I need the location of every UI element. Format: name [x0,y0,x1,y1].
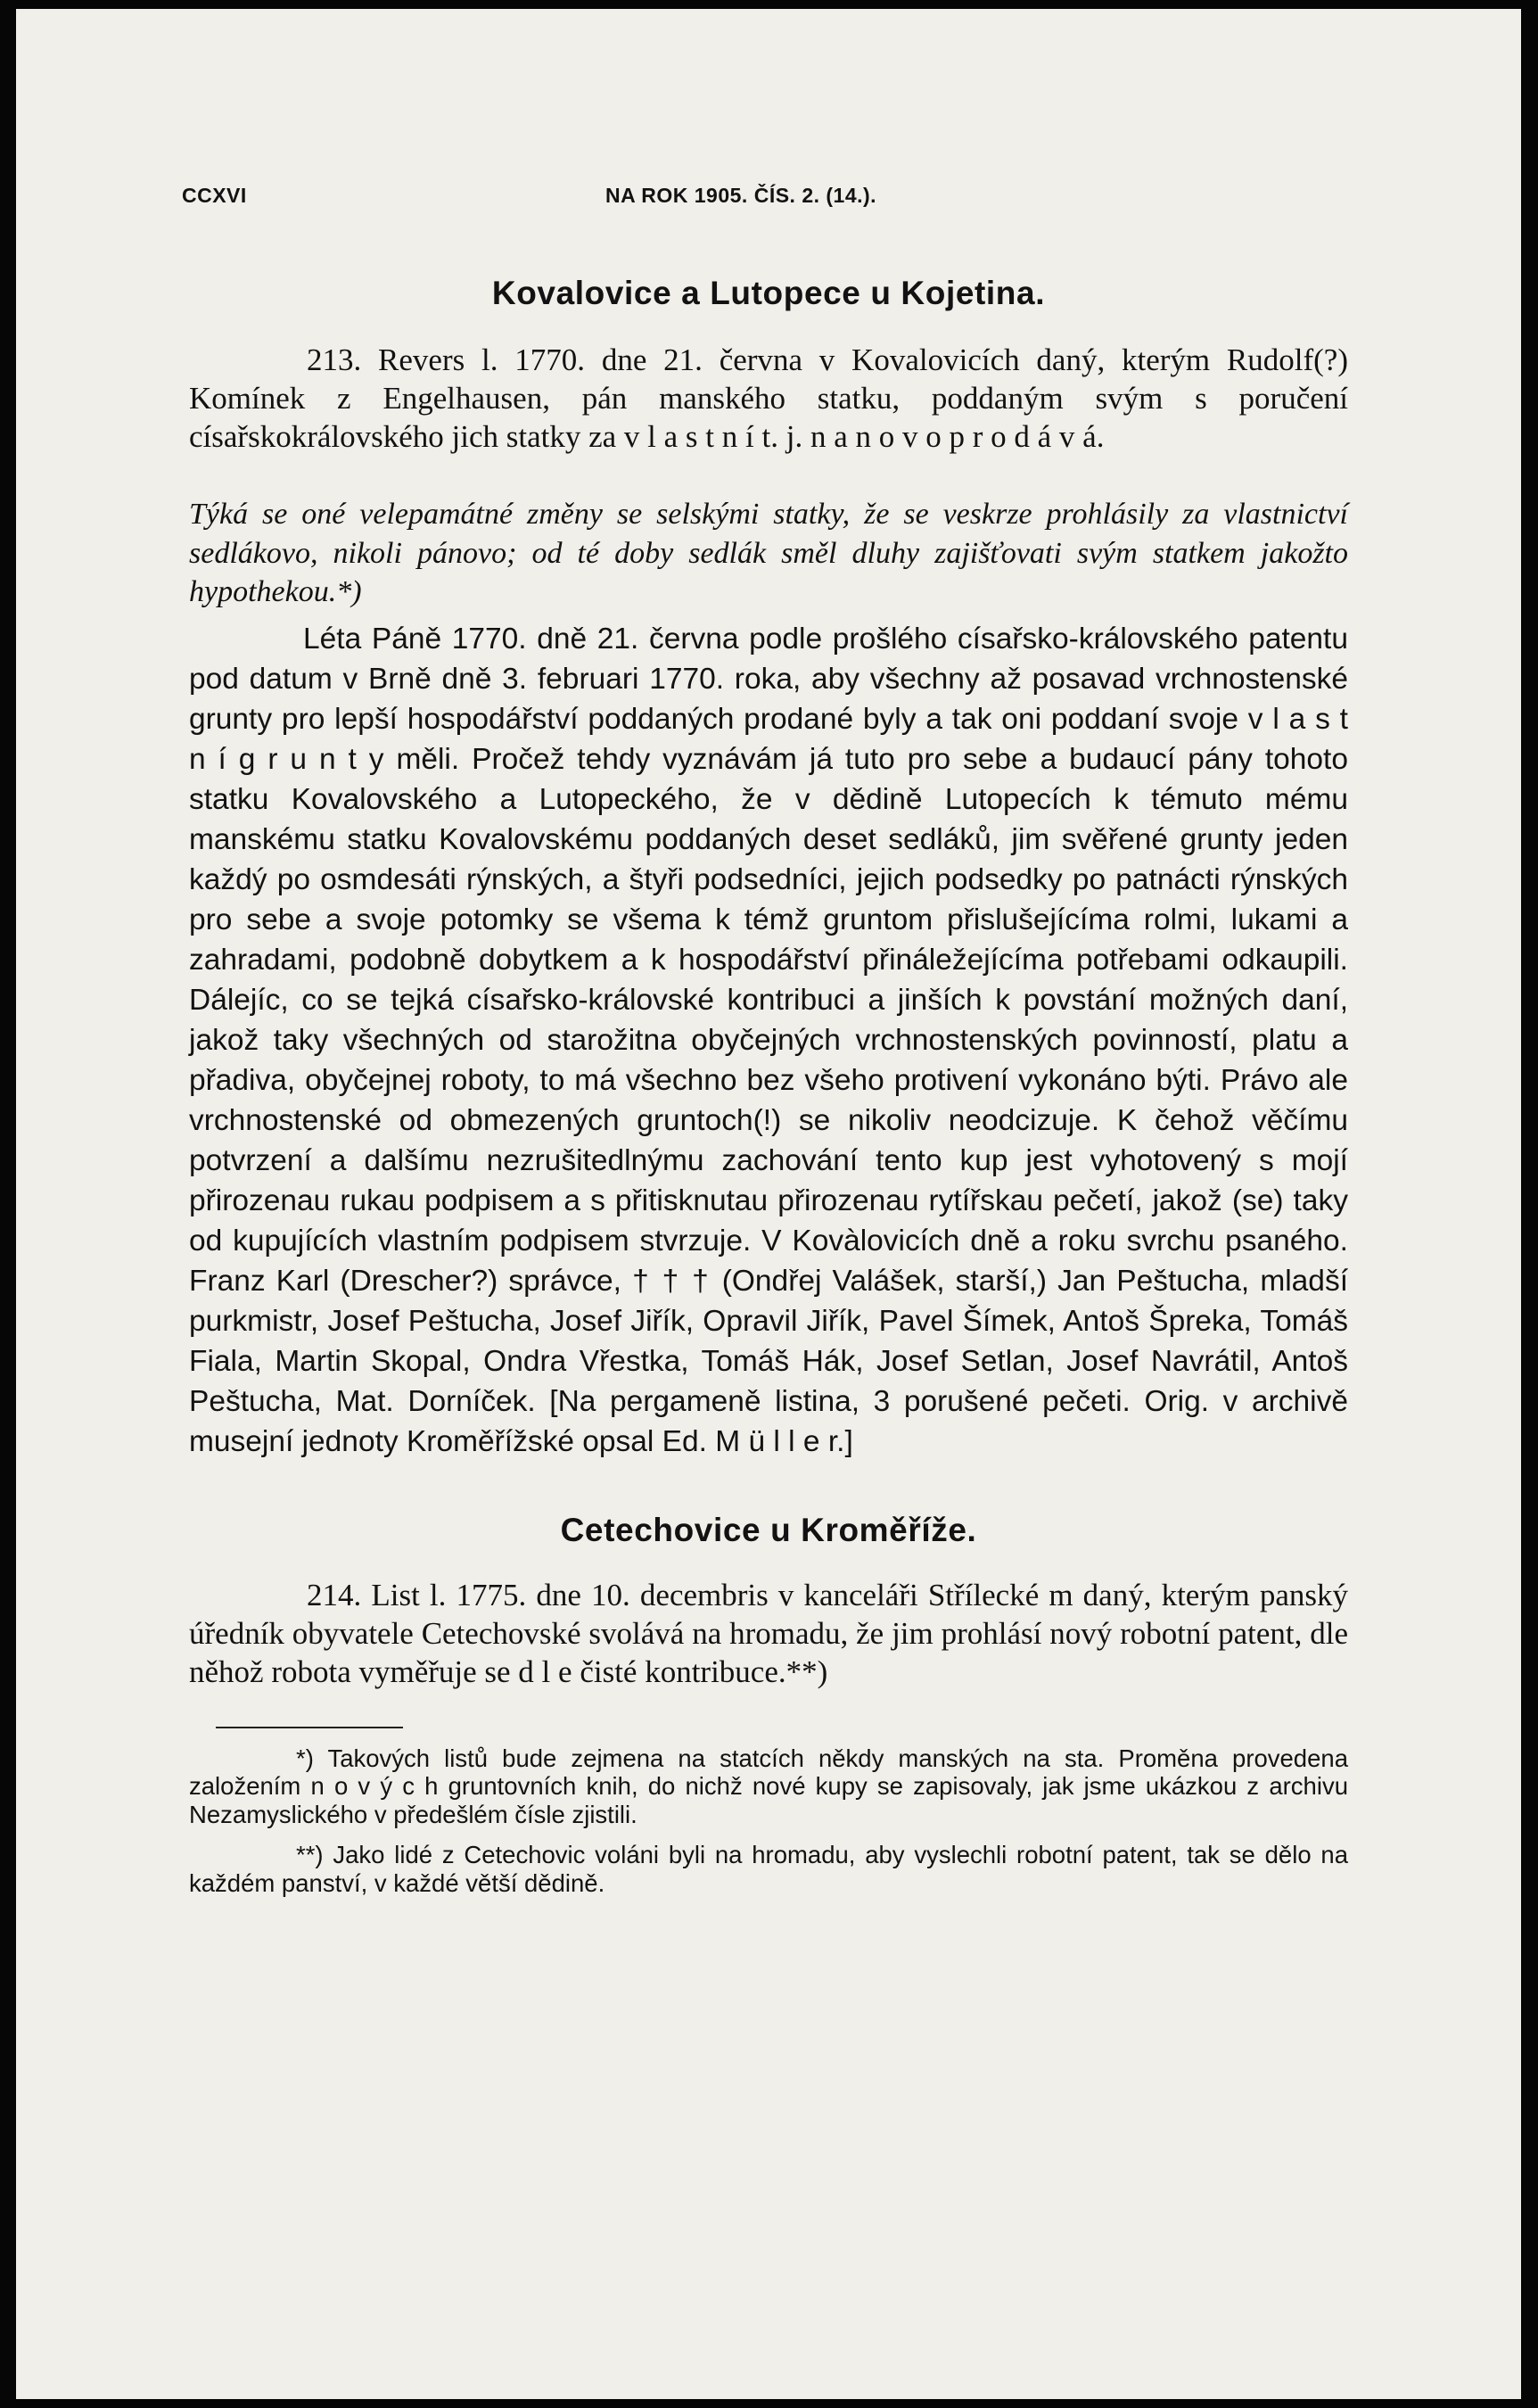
section-title-cetechovice: Cetechovice u Kroměříže. [560,1511,977,1548]
document-text-213: Léta Páně 1770. dně 21. června podle prošlého císařsko-královského patentu pod datum v Brně dně 3. februari 1770. roka, aby všechny až posavad vrchnostenské grunty pro lepší hospodářství poddaných prodané byly a tak oni poddaní svoje v l a s t n í g r u n t y měli. Pročež tehdy vyznávám já tuto pro sebe a budaucí pány tohoto statku Kovalovského a Lutopeckého, že v dědině Lutopecích k témuto mému manskému statku Kovalovskému poddaných deset sedláků, jim svěřené grunty jeden každý po osmdesáti rýnských, a štyři podsedníci, jejich podsedky po patnácti rýnských pro sebe a svoje potomky se všema k témž gruntom přislušejícíma rolmi, lukami a zahradami, podobně dobytkem a k hospodářství přináležejícíma potřebami odkaupili. Dálejíc, co se tejká císařsko-královské kontribuci a jinších k povstání možných daní, jakož taky všechných od starožitna obyčejných vrchnostenských povinností, platu a přadiva, obyčejnej roboty, to má všechno bez všeho protivení vykonáno býti. Právo ale vrchnostenské od obmezených gruntoch(!) se nikoliv neodcizuje. K čehož věčímu potvrzení a dalšímu nezrušitedlnýmu zachování tento kup jest vyhotovený s mojí přirozenau rukau podpisem a s přitisknutau přirozenau rytířskau pečetí, jakož (se) taky od kupujících vlastním podpisem stvrzuje. V Kovàlovicích dně a roku svrchu psaného. Franz Karl (Drescher?) správce, † † † (Ondřej Valášek, starší,) Jan Peštucha, mladší purkmistr, Josef Peštucha, Josef Jiřík, Opravil Jiřík, Pavel Šímek, Antoš Špreka, Tomáš Fiala, Martin Skopal, Ondra Vřestka, Tomáš Hák, Josef Setlan, Josef Navrátil, Antoš Peštucha, Mat. Dorníček. [Na pergameně listina, 3 porušené pečeti. Orig. v archivě musejní jednoty Kroměřížské opsal Ed. M ü l l e r.] [189,622,1348,1458]
main-content [189,275,1348,1909]
section-title-kovalovice: Kovalovice a Lutopece u Kojetina. [491,275,1046,311]
footnote-2: **) Jako lidé z Cetechovic voláni byli na hromadu, aby vyslechli robotní patent, tak se dělo na každém panství, v každé větší dědině. [189,1841,1348,1897]
footnote-1: *) Takových listů bude zejmena na statcích někdy manských na sta. Proměna provedena založením n o v ý c h gruntovních knih, do nichž nové kupy se zapisovaly, jak jsme ukázkou z archivu Nezamyslického v předešlém čísle zjistili. [189,1744,1348,1828]
regest-213: 213. Revers l. 1770. dne 21. června v Kovalovicích daný, kterým Rudolf(?) Komínek z Engelhausen, pán manského statku, poddaným svým s poručení císařskokrálovského jich statky za v l a s t n í t. j. n a n o v o p r o d á v á. [189,342,1348,454]
running-header [182,184,1314,219]
issue-title: NA ROK 1905. ČÍS. 2. (14.). [605,184,877,207]
document-page [16,9,1521,2399]
regest-214: 214. List l. 1775. dne 10. decembris v kanceláři Střílecké m daný, kterým panský úředník obyvatele Cetechovské svolává na hromadu, že jim prohlásí nový robotní patent, dle něhož robota vyměřuje se d l e čisté kontribuce.**) [189,1577,1348,1689]
summary-213: Týká se oné velepamátné změny se selskými statky, že se veskrze prohlásily za vlastnictví sedlákovo, nikoli pánovo; od té doby sedlák směl dluhy zajišťovati svým statkem jakožto hypothekou.*) [189,498,1348,608]
page-number: CCXVI [182,184,247,207]
footnote-divider [216,1727,403,1728]
